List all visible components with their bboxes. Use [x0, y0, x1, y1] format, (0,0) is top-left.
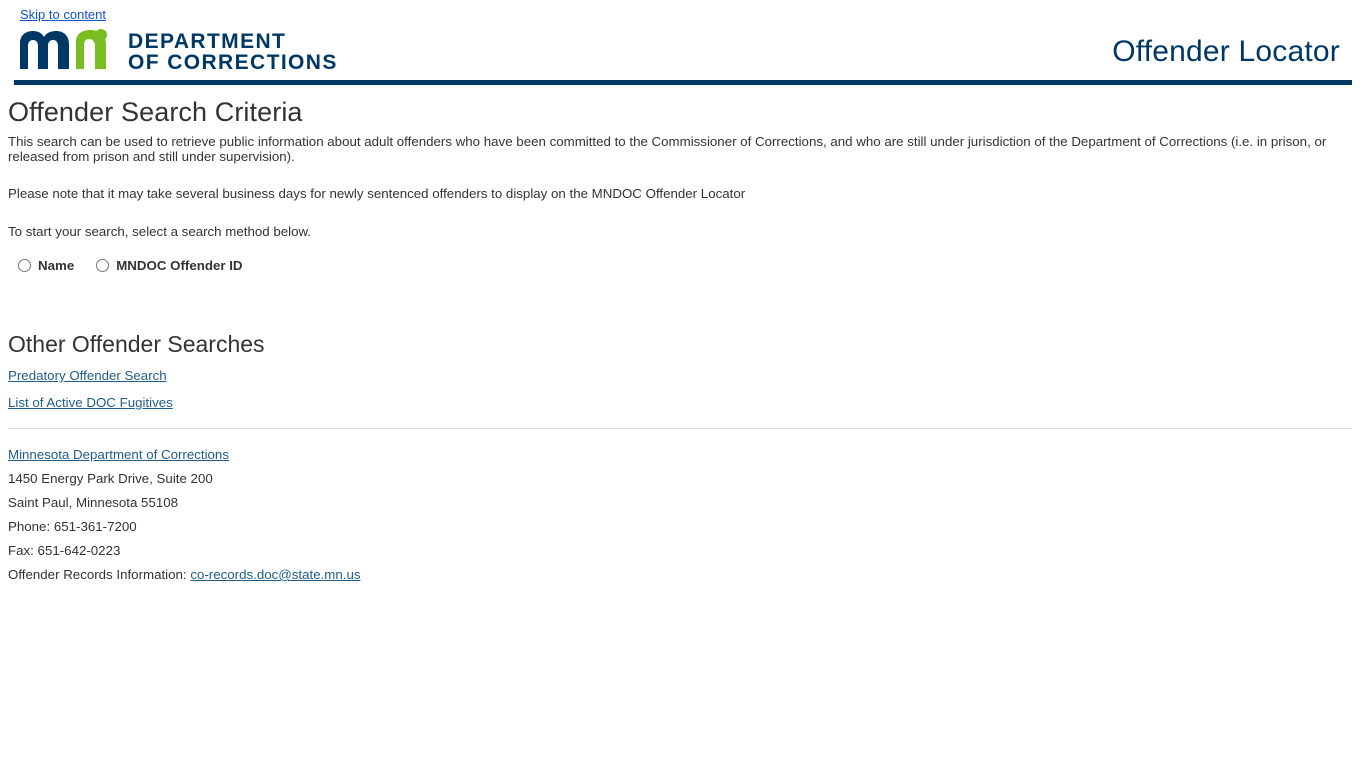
radio-mndoc-offender-id-label[interactable]: MNDOC Offender ID	[116, 258, 243, 273]
site-footer	[8, 443, 1352, 587]
link-predatory-offender-search[interactable]: Predatory Offender Search	[8, 368, 167, 383]
footer-records-label: Offender Records Information:	[8, 567, 187, 582]
page-title: Offender Search Criteria	[8, 97, 303, 127]
brand-text	[128, 31, 338, 73]
other-searches-links	[8, 368, 1352, 410]
radio-name-label[interactable]: Name	[38, 258, 75, 273]
footer-fax: Fax: 651-642-0223	[8, 543, 121, 558]
start-instruction: To start your search, select a search method below.	[8, 224, 312, 239]
intro-paragraph: This search can be used to retrieve public information about adult offenders who have been committed to the Commissioner of Corrections, and who are still under jurisdiction of the Department of Corrections (i.e. in prison, or released from prison and still under supervision).	[8, 134, 1327, 164]
skip-to-content-link[interactable]: Skip to content	[20, 7, 106, 22]
minnesota-mn-logo-icon	[16, 29, 116, 76]
footer-address-line-2: Saint Paul, Minnesota 55108	[8, 495, 179, 510]
link-active-doc-fugitives[interactable]: List of Active DOC Fugitives	[8, 395, 173, 410]
other-searches-title: Other Offender Searches	[8, 331, 265, 357]
search-method-option-name[interactable]	[18, 258, 74, 273]
radio-name[interactable]	[18, 259, 31, 272]
app-title: Offender Locator	[1112, 35, 1340, 68]
link-records-email[interactable]: co-records.doc@state.mn.us	[190, 567, 361, 582]
footer-address-line-1: 1450 Energy Park Drive, Suite 200	[8, 471, 213, 486]
search-method-option-offender-id[interactable]	[96, 258, 242, 273]
processing-note: Please note that it may take several business days for newly sentenced offenders to display on the MNDOC Offender Locator	[8, 186, 746, 201]
brand-line-1: DEPARTMENT	[128, 30, 287, 53]
brand-line-2: OF CORRECTIONS	[128, 51, 338, 74]
footer-divider	[8, 428, 1352, 429]
footer-records-info	[8, 563, 1352, 587]
brand-lockup[interactable]	[16, 29, 338, 76]
search-method-radio-group[interactable]	[18, 258, 1352, 273]
footer-agency	[8, 443, 1352, 467]
site-header	[0, 24, 1366, 80]
main-content	[0, 85, 1366, 587]
footer-phone: Phone: 651-361-7200	[8, 519, 137, 534]
radio-mndoc-offender-id[interactable]	[96, 259, 109, 272]
link-minnesota-department-of-corrections[interactable]: Minnesota Department of Corrections	[8, 447, 229, 462]
